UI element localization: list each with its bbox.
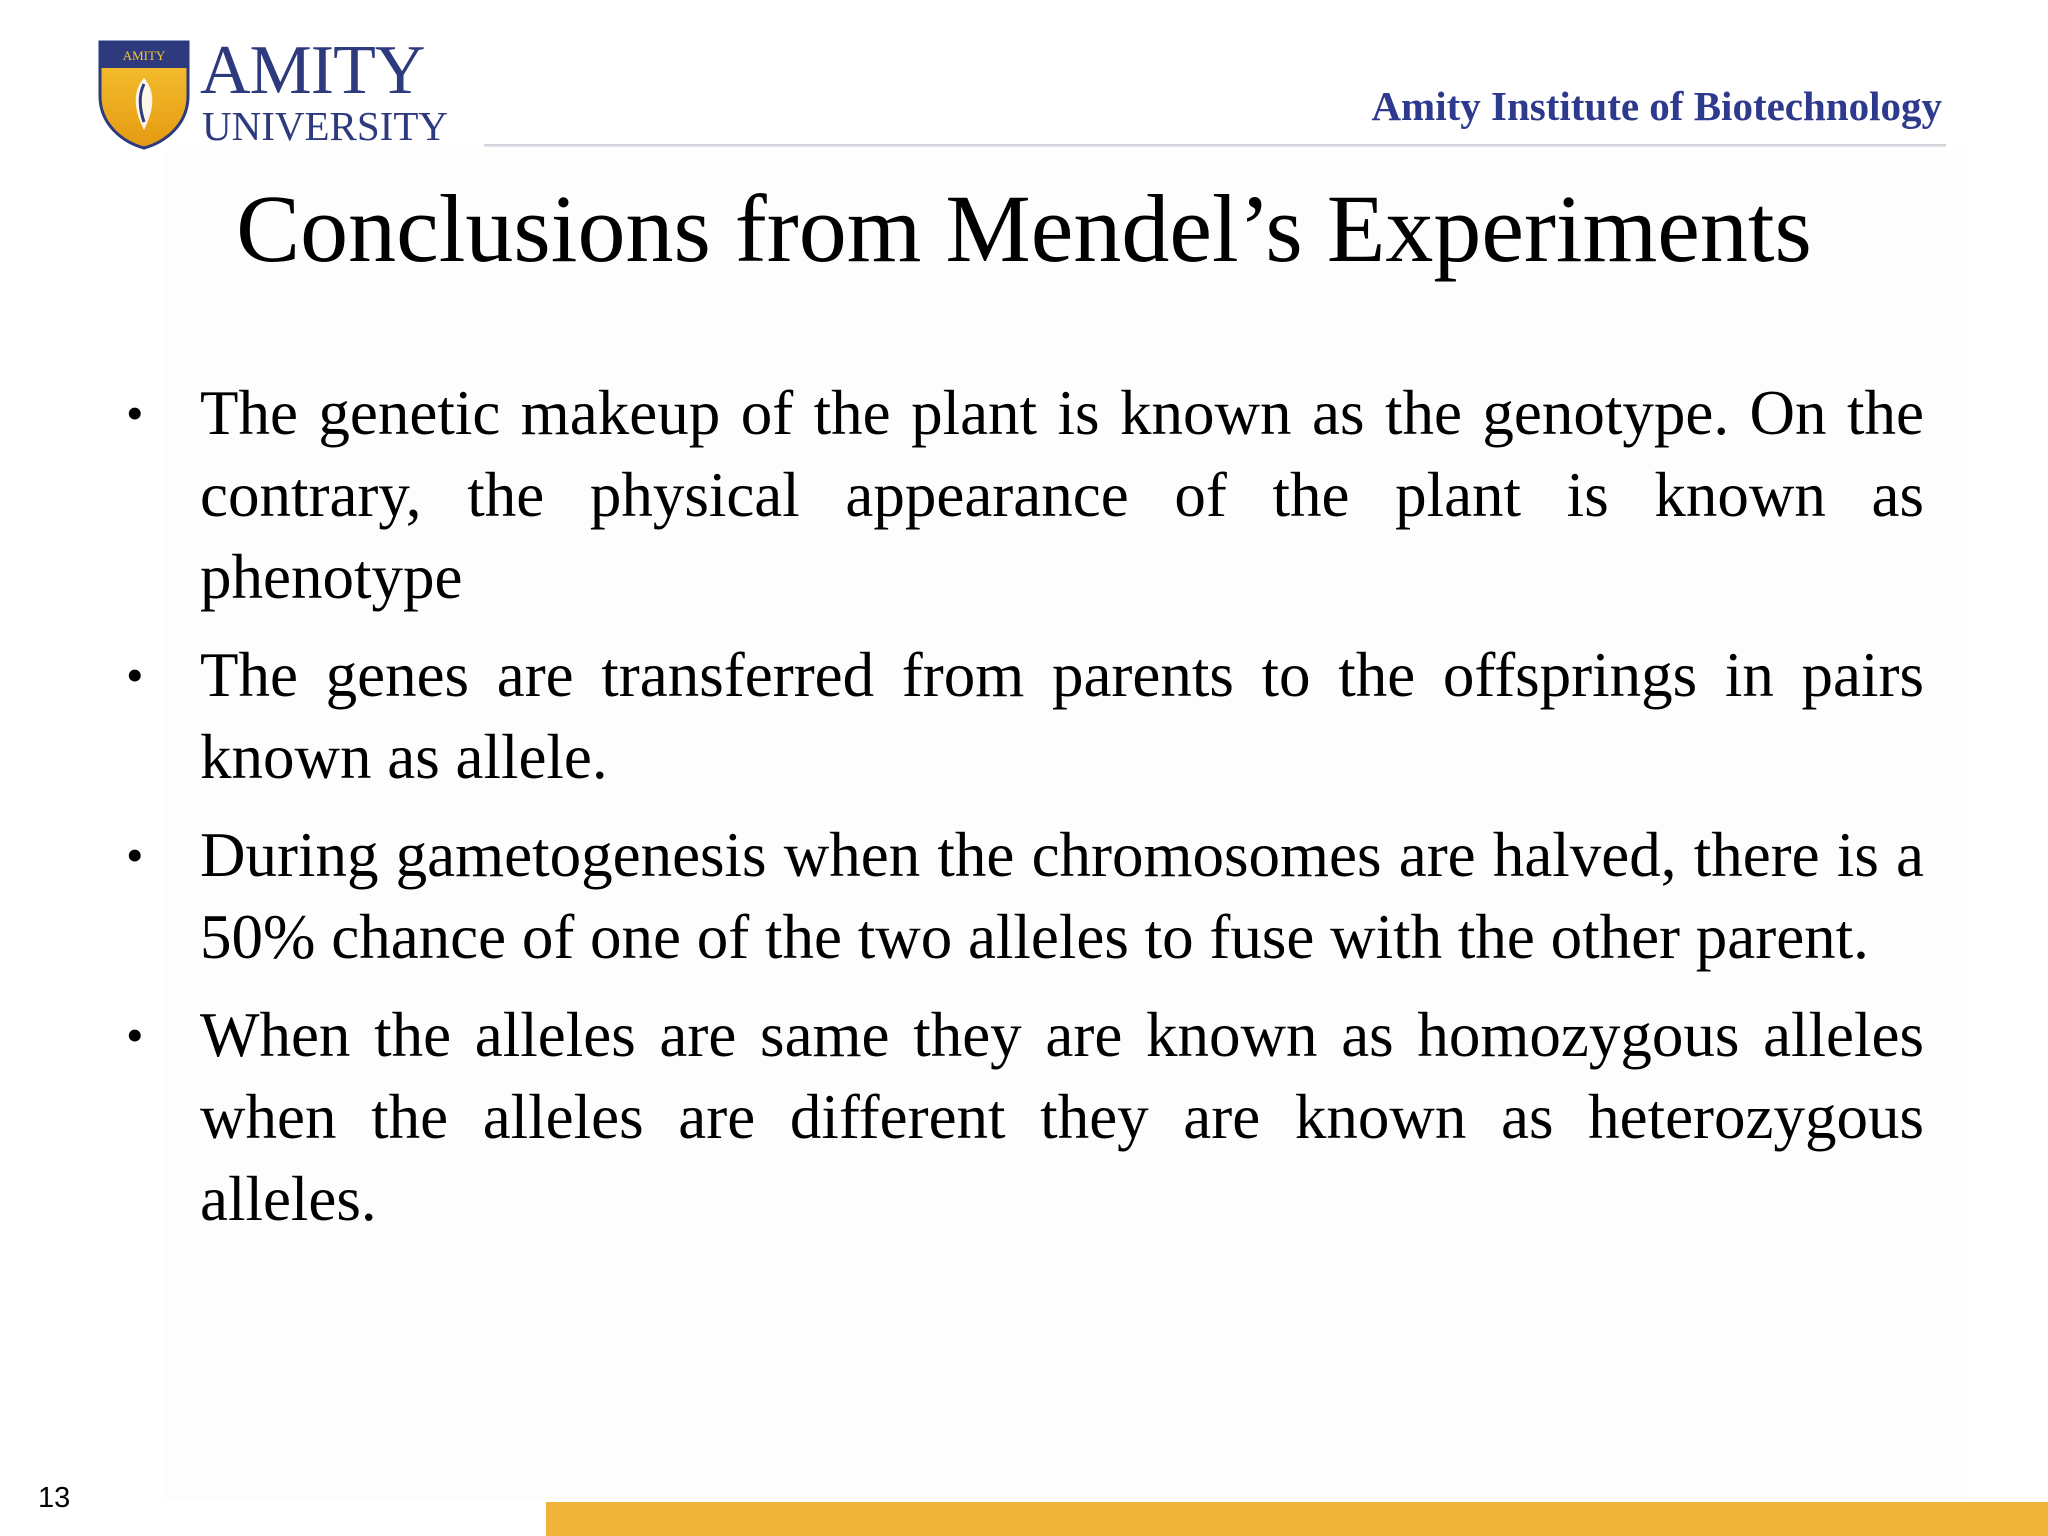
logo-wordmark	[200, 32, 456, 150]
bullet-text: The genetic makeup of the plant is known as the genotype. On the contrary, the physical appearance of the plant is known as phenotype	[200, 378, 1924, 612]
bullet-list	[126, 372, 1924, 1256]
slide-title: Conclusions from Mendel’s Experiments	[236, 175, 1812, 282]
bullet-text: The genes are transferred from parents to the offsprings in pairs known as allele.	[200, 640, 1924, 792]
bullet-text: When the alleles are same they are known as homozygous alleles when the alleles are different they are known as heterozygous alleles.	[200, 1000, 1924, 1234]
bullet-text: During gametogenesis when the chromosomes are halved, there is a 50% chance of one of the two alleles to fuse with the other parent.	[200, 820, 1924, 972]
logo-subtitle: UNIVERSITY	[202, 103, 448, 149]
bullet-item	[126, 372, 1924, 618]
header-divider	[484, 144, 1946, 147]
bullet-dot-icon: •	[126, 1007, 144, 1063]
bullet-dot-icon: •	[126, 647, 144, 703]
bullet-item	[126, 814, 1924, 978]
footer-accent-bar	[546, 1502, 2048, 1536]
bullet-dot-icon: •	[126, 827, 144, 883]
bullet-dot-icon: •	[126, 385, 144, 441]
bullet-item	[126, 994, 1924, 1240]
shield-emblem-icon	[96, 38, 192, 150]
amity-logo	[96, 32, 456, 150]
page-number: 13	[38, 1482, 71, 1514]
logo-name: AMITY	[200, 32, 425, 109]
bullet-item	[126, 634, 1924, 798]
shield-label: AMITY	[122, 48, 166, 63]
institute-name: Amity Institute of Biotechnology	[1371, 83, 1942, 129]
